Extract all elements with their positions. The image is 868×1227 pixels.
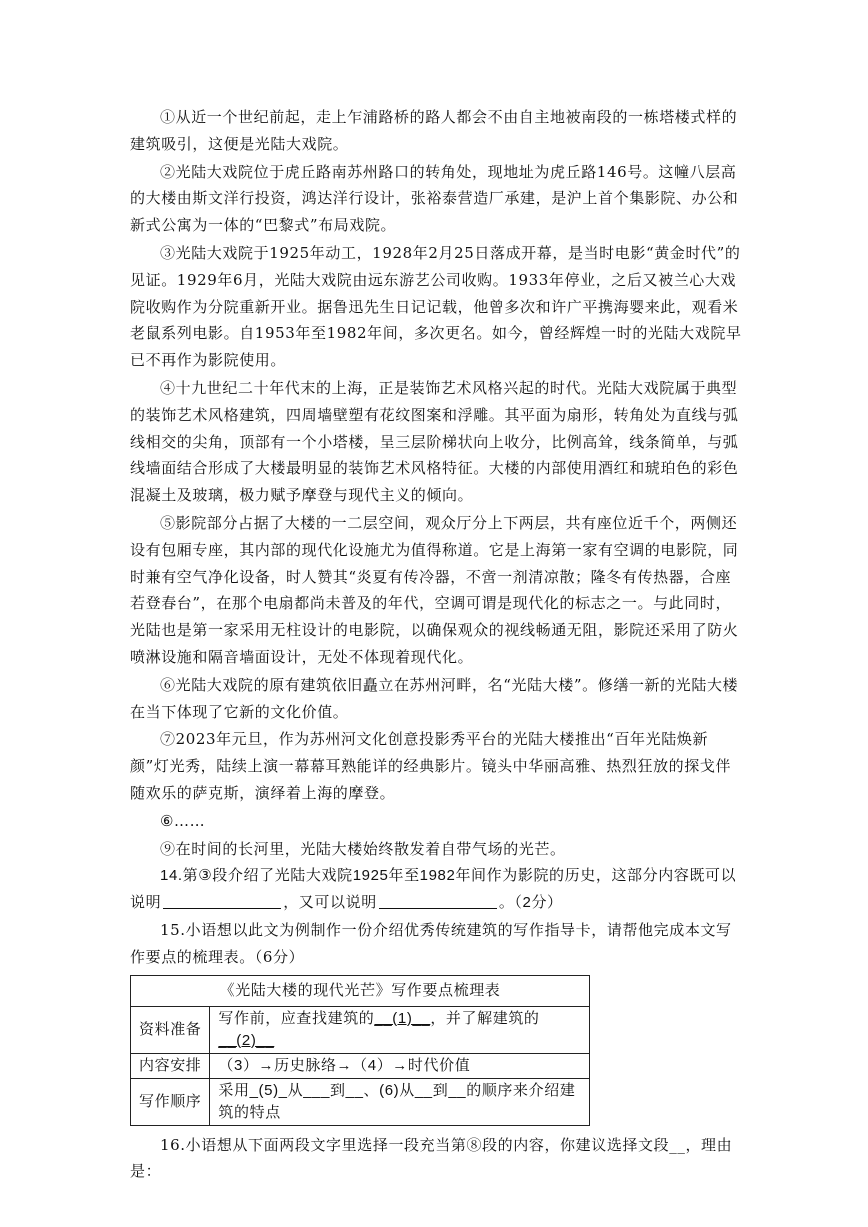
paragraph-1: ①从近一个世纪前起，走上乍浦路桥的路人都会不由自主地被南段的一栋塔楼式样的建筑吸引，这便是光陆大戏院。: [130, 108, 738, 153]
table-row: [131, 1078, 590, 1125]
materials-text-mid: ，并了解建筑的: [430, 1009, 540, 1027]
paragraph-7: ⑦2023年元旦，作为苏州河文化创意投影秀平台的光陆大楼推出“百年光陆焕新颜”灯光秀，陆续上演一幕幕耳熟能详的经典影片。镜头中华丽高雅、热烈狂放的探戈伴随欢乐的萨克斯，演绎着上海的摩登。: [130, 730, 732, 802]
paragraph-2: ②光陆大戏院位于虎丘路南苏州路口的转角处，现地址为虎丘路146号。这幢八层高的大楼由斯文洋行投资，鸿达洋行设计，张裕泰营造厂承建，是沪上首个集影院、办公和新式公寓为一体的“巴黎式”布局戏院。: [130, 162, 739, 235]
question-14-blank-1[interactable]: [163, 893, 281, 909]
paragraph-5: ⑤影院部分占据了大楼的一二层空间，观众厅分上下两层，共有座位近千个，两侧还设有包厢专座，其内部的现代化设施尤为值得称道。它是上海第一家有空调的电影院，同时兼有空气净化设备，时人赞其“炎夏有传冷器，不啻一剂清凉散；隆冬有传热器，合座若登春台”，在那个电扇都尚未普及的年代，空调可谓是现代化的标志之一。与此同时，光陆也是第一家采用无柱设计的电影院，以确保观众的视线畅通无阻，影院还采用了防火喷淋设施和隔音墙面设计，无处不体现着现代化。: [130, 513, 739, 666]
table-title-row: [131, 975, 590, 1006]
paragraph-3: ③光陆大戏院于1925年动工，1928年2月25日落成开幕，是当时电影“黄金时代”的见证。1929年6月，光陆大戏院由远东游艺公司收购。1933年停业，之后又被兰心大戏院收购作为分院重新开业。据鲁迅先生日记记载，他曾多次和许广平携海婴来此，观看米老鼠系列电影。自1953年至1982年间，多次更名。如今，曾经辉煌一时的光陆大戏院早已不再作为影院使用。: [130, 243, 742, 370]
row-label-order: 写作顺序: [131, 1078, 210, 1125]
exam-page: [130, 104, 742, 1185]
table-row: [131, 1053, 590, 1078]
paragraph-6: ⑥光陆大戏院的原有建筑依旧矗立在苏州河畔，名“光陆大楼”。修缮一新的光陆大楼在当下体现了它新的文化价值。: [130, 675, 739, 721]
question-15: 15.小语想以此文为例制作一份介绍优秀传统建筑的写作指导卡，请帮他完成本文写作要点的梳理表。（6分）: [130, 920, 732, 966]
table-row: [131, 1006, 590, 1053]
question-14-text-2: ，又可以说明: [283, 894, 377, 912]
paragraph-4: ④十九世纪二十年代末的上海，正是装饰艺术风格兴起的时代。光陆大戏院属于典型的装饰艺术风格建筑，四周墙壁塑有花纹图案和浮雕。其平面为扇形，转角处为直线与弧线相交的尖角，顶部有一个小塔楼，呈三层阶梯状向上收分，比例高耸，线条简单，与弧线墙面结合形成了大楼最明显的装饰艺术风格特征。大楼的内部使用酒红和琥珀色的彩色混凝土及玻璃，极力赋予摩登与现代主义的倾向。: [130, 378, 739, 505]
materials-text-pre: 写作前，应查找建筑的: [218, 1009, 375, 1027]
question-14-text-1: 14.第③段介绍了光陆大戏院1925年至1982年间作为影院的历史，这部分内容既可以说明: [130, 867, 737, 912]
writing-points-table: [130, 975, 590, 1126]
row-content-materials: [210, 1006, 590, 1053]
answer-blank-2[interactable]: __(2)__: [218, 1031, 275, 1049]
paragraph-9: ⑨在时间的长河里，光陆大楼始终散发着自带气场的光芒。: [160, 839, 566, 858]
question-14-blank-2[interactable]: [379, 893, 497, 909]
question-16: 16.小语想从下面两段文字里选择一段充当第⑧段的内容，你建议选择文段__，理由是：: [130, 1135, 733, 1181]
table-title: 《光陆大楼的现代光芒》写作要点梳理表: [131, 975, 590, 1006]
row-content-order: 采用_(5)_从___到__、(6)从__到__的顺序来介绍建筑的特点: [210, 1078, 590, 1125]
row-label-content: 内容安排: [131, 1053, 210, 1078]
question-14: [130, 863, 742, 917]
question-14-text-3: 。（2分）: [498, 894, 563, 912]
answer-blank-1[interactable]: __(1)__: [374, 1009, 431, 1027]
row-content-arrangement: （3）→历史脉络→（4）→时代价值: [210, 1053, 590, 1078]
paragraph-8-ellipsis: ⑥……: [160, 811, 206, 830]
row-label-materials: 资料准备: [131, 1006, 210, 1053]
